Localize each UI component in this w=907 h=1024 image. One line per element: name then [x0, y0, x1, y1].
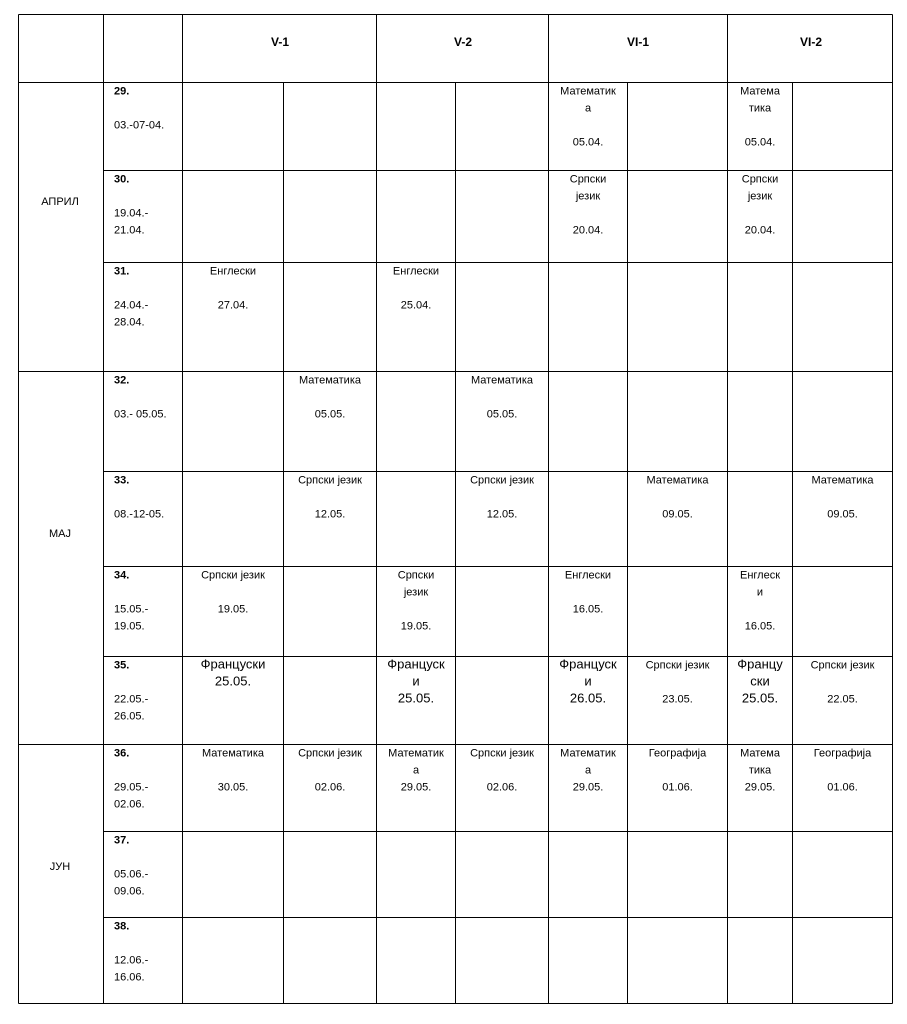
exam-entry-text: Енглески: [392, 265, 440, 278]
exam-entry-text: Математика: [471, 374, 533, 387]
exam-entry-text: Математика: [299, 374, 361, 387]
exam-entry-text: а: [584, 764, 592, 777]
exam-entry-text: Енглески: [209, 265, 257, 278]
exam-entry-text: тика: [748, 102, 772, 115]
exam-entry-text: и: [412, 673, 420, 689]
exam-entry: [470, 475, 534, 521]
exam-entry-text: Српски језик: [810, 659, 875, 672]
exam-entry-text: Математика: [646, 474, 709, 487]
exam-entry-text: 09.05.: [827, 508, 858, 521]
exam-entry: [570, 174, 606, 237]
exam-entry: [811, 660, 875, 706]
exam-entry-text: 27.04.: [217, 299, 249, 312]
exam-entry-text: и: [584, 673, 592, 689]
exam-entry-text: Српски језик: [298, 747, 362, 760]
exam-entry-text: 20.04.: [744, 224, 776, 237]
exam-entry-text: 01.06.: [662, 781, 693, 794]
exam-entry-text: 29.05.: [744, 781, 776, 794]
exam-entry-text: 30.05.: [217, 781, 249, 794]
exam-entry-text: 25.05.: [397, 690, 435, 706]
exam-entry-text: 09.05.: [662, 508, 693, 521]
exam-entry-text: Српски језик: [201, 569, 265, 582]
exam-entry-text: Српски: [741, 173, 779, 186]
exam-entry-text: Српски језик: [470, 747, 534, 760]
exam-entry: [398, 570, 434, 633]
exam-entry-text: 20.04.: [572, 224, 604, 237]
exam-entry-text: 19.05.: [217, 603, 249, 616]
week-date-range: 09.06.: [114, 885, 145, 898]
week-number: 33.: [114, 474, 130, 487]
exam-entry-text: 29.05.: [400, 781, 432, 794]
week-date-range: 24.04.-: [114, 299, 149, 312]
week-number: 29.: [114, 85, 130, 98]
exam-entry: [298, 475, 362, 521]
exam-entry-text: Српски језик: [298, 474, 362, 487]
exam-entry-text: тика: [748, 764, 772, 777]
week-number: 36.: [114, 747, 130, 760]
week-number: 37.: [114, 834, 130, 847]
exam-entry-text: језик: [403, 586, 429, 599]
exam-entry-text: а: [584, 102, 592, 115]
exam-entry-text: 16.05.: [572, 603, 604, 616]
week-number: 31.: [114, 265, 130, 278]
exam-entry-text: Француски: [200, 656, 266, 672]
week-number: 38.: [114, 920, 130, 933]
exam-entry-text: Српски: [397, 569, 435, 582]
exam-entry: [740, 748, 781, 794]
exam-entry: [814, 748, 872, 794]
exam-entry-text: језик: [575, 190, 601, 203]
exam-entry-text: Математик: [560, 85, 616, 98]
exam-entry-text: 25.04.: [400, 299, 432, 312]
week-date-range: 16.06.: [114, 971, 145, 984]
exam-entry-text: језик: [747, 190, 773, 203]
exam-entry-text: Енглески: [564, 569, 612, 582]
exam-entry: [812, 475, 875, 521]
exam-entry-text: 22.05.: [827, 693, 858, 706]
exam-entry-text: Српски језик: [645, 659, 710, 672]
exam-entry: [393, 266, 439, 312]
exam-entry-text: и: [756, 586, 764, 599]
week-date-range: 26.05.: [114, 710, 145, 723]
exam-entry: [647, 475, 710, 521]
exam-entry: [559, 657, 617, 706]
exam-entry-text: 12.05.: [486, 508, 518, 521]
week-date-range: 12.06.-: [114, 954, 149, 967]
exam-entry: [201, 657, 266, 689]
week-labels: [114, 86, 167, 984]
exam-entry-text: 29.05.: [572, 781, 604, 794]
week-date-range: 21.04.: [114, 224, 145, 237]
week-date-range: 19.05.: [114, 620, 145, 633]
exam-entry-text: Математик: [388, 747, 444, 760]
exam-entry: [649, 748, 707, 794]
exam-entry: [737, 657, 783, 706]
exam-entry-text: 12.05.: [314, 508, 346, 521]
exam-entry-text: Географија: [648, 747, 707, 760]
exam-entry: [210, 266, 256, 312]
exam-entry-text: Математика: [202, 747, 264, 760]
week-date-range: 15.05.-: [114, 603, 149, 616]
exam-entry: [646, 660, 710, 706]
exam-entry-text: 05.05.: [486, 408, 518, 421]
week-date-range: 05.06.-: [114, 868, 149, 881]
exam-entry-text: ски: [750, 673, 770, 689]
exam-entry: [471, 375, 534, 421]
week-date-range: 03.-07-04.: [114, 119, 165, 132]
month-label-april: АПРИЛ: [41, 196, 79, 208]
exam-entry: [201, 570, 265, 616]
exam-entry: [560, 86, 616, 149]
month-label-may: МАЈ: [49, 528, 71, 540]
exam-entry: [470, 748, 534, 794]
exam-entry-text: Српски: [569, 173, 607, 186]
exam-entry-text: 01.06.: [827, 781, 858, 794]
exam-entry: [560, 748, 616, 794]
week-number: 30.: [114, 173, 130, 186]
class-header-vi2: VI-2: [799, 35, 823, 49]
exam-entry: [565, 570, 611, 616]
exam-entry: [740, 86, 781, 149]
class-header-v1: V-1: [270, 35, 290, 49]
week-date-range: 02.06.: [114, 798, 145, 811]
exam-entry-text: Географија: [813, 747, 872, 760]
exam-entry-text: Математика: [811, 474, 874, 487]
exam-entry-text: Француск: [559, 656, 617, 672]
exam-entry-text: 02.06.: [314, 781, 346, 794]
exam-entry: [740, 570, 780, 633]
exam-entry-text: 05.04.: [744, 136, 776, 149]
exam-entry: [387, 657, 445, 706]
exam-entry-text: 19.05.: [400, 620, 432, 633]
week-date-range: 28.04.: [114, 316, 145, 329]
exam-entry-text: 25.05.: [214, 673, 252, 689]
exam-entry-text: 26.05.: [569, 690, 607, 706]
exam-entry-text: 05.04.: [572, 136, 604, 149]
week-number: 34.: [114, 569, 130, 582]
exam-entry: [298, 748, 362, 794]
week-number: 32.: [114, 374, 130, 387]
exam-entry-text: 23.05.: [662, 693, 693, 706]
exam-entry-text: а: [412, 764, 420, 777]
week-number: 35.: [114, 659, 130, 672]
exam-entry-text: 05.05.: [314, 408, 346, 421]
month-label-june: ЈУН: [49, 861, 71, 873]
exam-entry: [742, 174, 778, 237]
exam-entry: [388, 748, 444, 794]
schedule-entries: [201, 86, 875, 794]
exam-entry-text: Енглеск: [739, 569, 781, 582]
week-date-range: 22.05.-: [114, 693, 149, 706]
exam-entry-text: 02.06.: [486, 781, 518, 794]
exam-entry-text: Математик: [560, 747, 616, 760]
class-header-v2: V-2: [453, 35, 473, 49]
exam-entry: [299, 375, 362, 421]
exam-entry-text: 25.05.: [741, 690, 779, 706]
exam-entry-text: Српски језик: [470, 474, 534, 487]
exam-entry-text: Францу: [737, 656, 783, 672]
week-date-range: 03.- 05.05.: [114, 408, 167, 421]
exam-entry: [202, 748, 265, 794]
week-date-range: 19.04.-: [114, 207, 149, 220]
exam-entry-text: Матема: [740, 747, 780, 760]
week-date-range: 08.-12-05.: [114, 508, 165, 521]
exam-entry-text: Матема: [740, 85, 780, 98]
exam-entry-text: 16.05.: [744, 620, 776, 633]
week-date-range: 29.05.-: [114, 781, 149, 794]
exam-entry-text: Француск: [387, 656, 445, 672]
class-header-vi1: VI-1: [626, 35, 650, 49]
